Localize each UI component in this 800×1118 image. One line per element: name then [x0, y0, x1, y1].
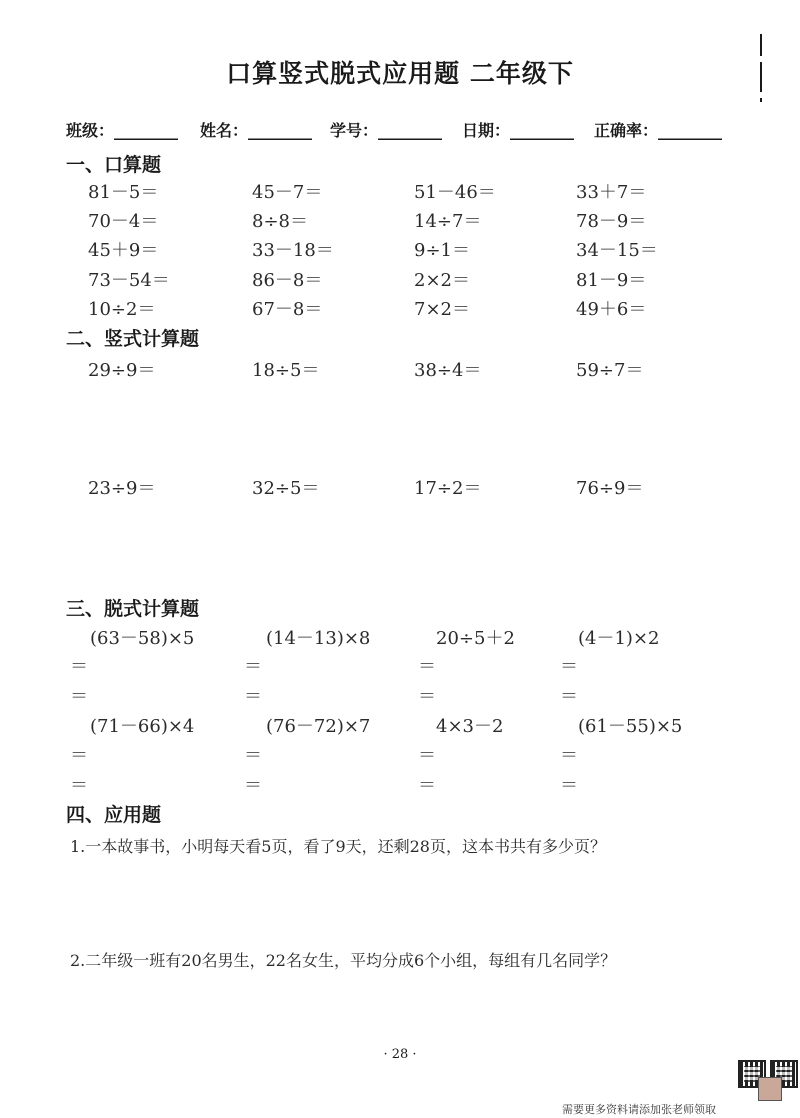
vertical-calc-item: 17÷2＝ [414, 478, 482, 499]
mental-math-item: 8÷8＝ [252, 211, 308, 232]
word-problem: 1.一本故事书，小明每天看5页，看了9天，还剩28页，这本书共有多少页？ [70, 837, 606, 856]
footer-note: 需要更多资料请添加张老师领取 [562, 1103, 716, 1116]
accuracy-field[interactable]: 正确率：________ [594, 121, 723, 140]
section-heading-step-calc: 三、脱式计算题 [66, 598, 200, 620]
mental-math-item: 34－15＝ [576, 240, 658, 261]
step-calc-expression: (61－55)×5 [578, 716, 683, 737]
section-heading-vertical-calc: 二、竖式计算题 [66, 328, 200, 350]
step-calc-expression: 4×3－2 [436, 716, 504, 737]
binding-mark [760, 98, 762, 102]
step-calc-expression: (4－1)×2 [578, 628, 660, 649]
section-heading-word-problems: 四、应用题 [66, 804, 162, 826]
answer-line: ＝ [244, 686, 262, 707]
mental-math-item: 70－4＝ [88, 211, 159, 232]
mental-math-item: 33＋7＝ [576, 182, 647, 203]
vertical-calc-item: 18÷5＝ [252, 360, 320, 381]
page-number: · 28 · [383, 1047, 417, 1062]
mental-math-item: 14÷7＝ [414, 211, 482, 232]
step-calc-expression: 20÷5＋2 [436, 628, 515, 649]
mental-math-item: 7×2＝ [414, 299, 470, 320]
answer-line: ＝ [418, 686, 436, 707]
word-problem: 2.二年级一班有20名男生，22名女生，平均分成6个小组，每组有几名同学？ [70, 951, 617, 970]
mental-math-item: 78－9＝ [576, 211, 647, 232]
mental-math-item: 45－7＝ [252, 182, 323, 203]
answer-line: ＝ [418, 775, 436, 796]
class-field[interactable]: 班级：________ [66, 121, 179, 140]
answer-line: ＝ [70, 745, 88, 766]
answer-line: ＝ [244, 775, 262, 796]
page-title: 口算竖式脱式应用题 二年级下 [226, 59, 574, 88]
mental-math-item: 9÷1＝ [414, 240, 470, 261]
mental-math-item: 51－46＝ [414, 182, 496, 203]
answer-line: ＝ [70, 686, 88, 707]
mental-math-item: 49＋6＝ [576, 299, 647, 320]
answer-line: ＝ [560, 686, 578, 707]
answer-line: ＝ [244, 745, 262, 766]
name-field[interactable]: 姓名：________ [200, 121, 313, 140]
mental-math-item: 33－18＝ [252, 240, 334, 261]
binding-mark [760, 34, 762, 56]
answer-line: ＝ [560, 775, 578, 796]
step-calc-expression: (76－72)×7 [266, 716, 371, 737]
answer-line: ＝ [418, 745, 436, 766]
vertical-calc-item: 32÷5＝ [252, 478, 320, 499]
mental-math-item: 86－8＝ [252, 270, 323, 291]
mental-math-item: 10÷2＝ [88, 299, 156, 320]
date-field[interactable]: 日期：________ [462, 121, 575, 140]
vertical-calc-item: 23÷9＝ [88, 478, 156, 499]
mental-math-item: 2×2＝ [414, 270, 470, 291]
step-calc-expression: (14－13)×8 [266, 628, 371, 649]
avatar [758, 1077, 782, 1101]
mental-math-item: 81－9＝ [576, 270, 647, 291]
answer-line: ＝ [560, 745, 578, 766]
mental-math-item: 45＋9＝ [88, 240, 159, 261]
answer-line: ＝ [418, 656, 436, 677]
mental-math-item: 73－54＝ [88, 270, 170, 291]
answer-line: ＝ [244, 656, 262, 677]
vertical-calc-item: 59÷7＝ [576, 360, 644, 381]
vertical-calc-item: 29÷9＝ [88, 360, 156, 381]
step-calc-expression: (71－66)×4 [90, 716, 195, 737]
answer-line: ＝ [70, 775, 88, 796]
mental-math-item: 67－8＝ [252, 299, 323, 320]
vertical-calc-item: 38÷4＝ [414, 360, 482, 381]
step-calc-expression: (63－58)×5 [90, 628, 195, 649]
answer-line: ＝ [70, 656, 88, 677]
vertical-calc-item: 76÷9＝ [576, 478, 644, 499]
section-heading-mental-math: 一、口算题 [66, 154, 162, 176]
student-id-field[interactable]: 学号：________ [330, 121, 443, 140]
mental-math-item: 81－5＝ [88, 182, 159, 203]
answer-line: ＝ [560, 656, 578, 677]
